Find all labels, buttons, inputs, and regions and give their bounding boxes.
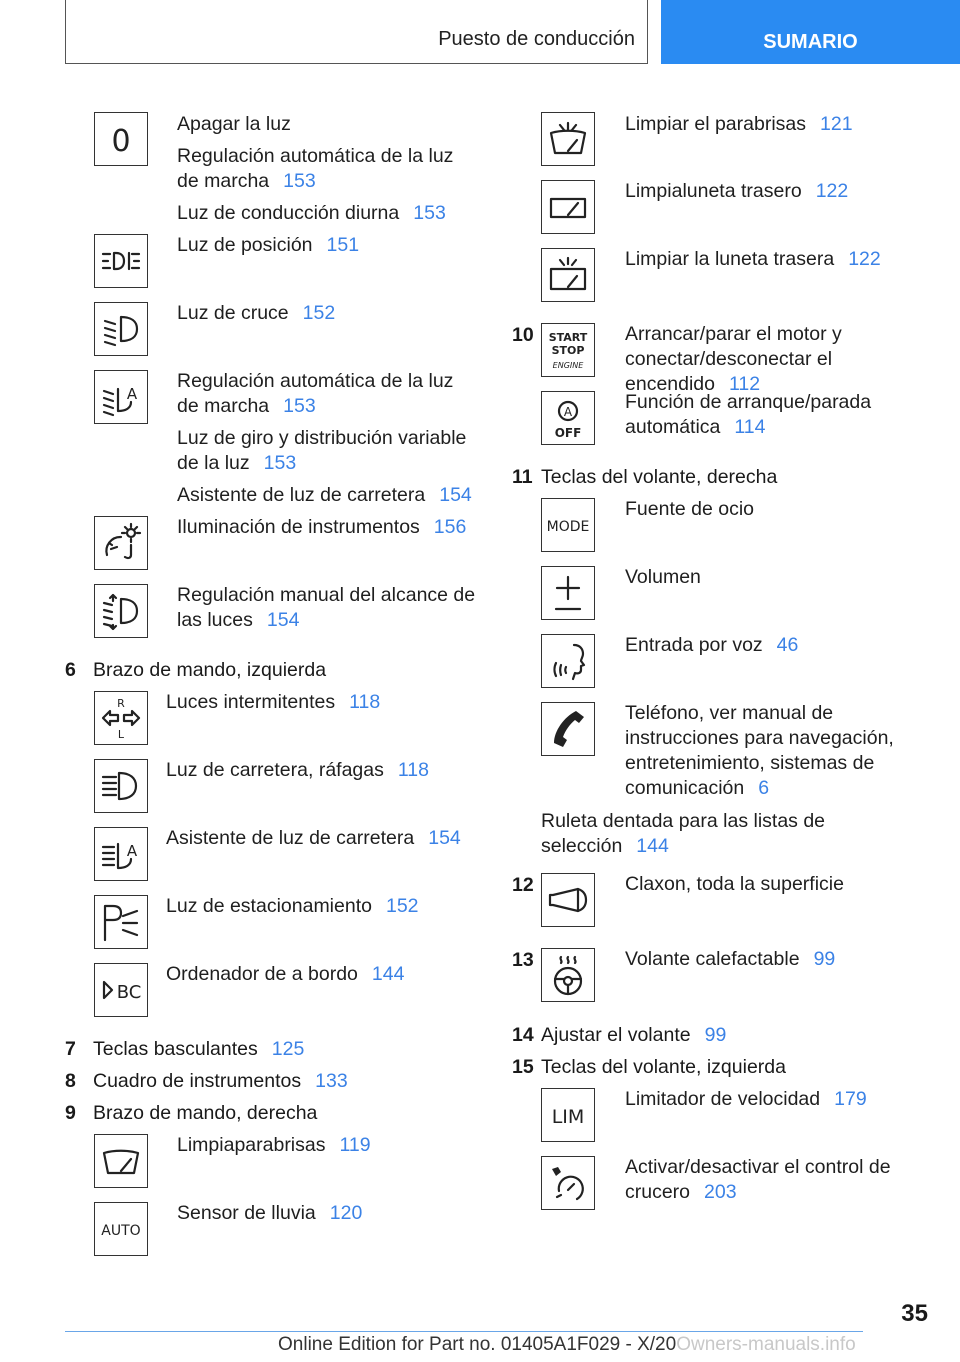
watermark: Owners-manuals.info xyxy=(676,1334,856,1355)
rear-wiper-text: Limpialuneta trasero 122 xyxy=(625,180,849,202)
svg-text:ENGINE: ENGINE xyxy=(552,361,584,370)
horn-icon xyxy=(541,873,595,927)
page-ref[interactable]: 151 xyxy=(326,234,360,256)
page-ref[interactable]: 133 xyxy=(315,1070,348,1092)
washer-rear-text: Limpiar la luneta trasera 122 xyxy=(625,248,881,270)
svg-text:START: START xyxy=(548,331,588,344)
onboard-computer-icon xyxy=(94,963,148,1017)
footer-edition: Online Edition for Part no. 01405A1F029 - X/20Owners-manuals.info xyxy=(278,1334,856,1355)
lights-off-icon xyxy=(94,112,148,166)
page-ref[interactable]: 121 xyxy=(820,113,853,135)
auto-start-stop-icon xyxy=(541,391,595,445)
item-label: Teclas del volante, derecha xyxy=(541,466,778,488)
voice-input-icon xyxy=(541,634,595,688)
page-ref[interactable]: 118 xyxy=(349,691,381,713)
thumbwheel-text: Ruleta dentada para las listas de selección 144 xyxy=(541,810,826,857)
page-number: 35 xyxy=(901,1300,928,1327)
svg-text:A: A xyxy=(563,405,573,419)
page-ref[interactable]: 203 xyxy=(704,1181,737,1203)
mode-button-icon xyxy=(541,498,595,552)
auto-light-text: Regulación automática de la luz de marcha 153 Luz de giro y distribución variable de la luz 153 Asistente de luz de carretera 154 xyxy=(177,370,472,506)
page-ref[interactable]: 119 xyxy=(339,1134,371,1156)
volume-icon xyxy=(541,566,595,620)
position-light-text: Luz de posición 151 xyxy=(177,234,360,256)
page-ref[interactable]: 153 xyxy=(283,395,316,417)
start-stop-text: Arrancar/parar el motor y conectar/desconectar el encendido 112 xyxy=(625,323,842,395)
auto-light-icon xyxy=(94,370,148,424)
item-number: 11 xyxy=(512,466,533,488)
wiper-text: Limpiaparabrisas 119 xyxy=(177,1134,371,1156)
item-number: 10 xyxy=(512,324,534,346)
volume-text: Volumen xyxy=(625,566,701,588)
page-ref[interactable]: 153 xyxy=(263,452,297,474)
svg-text:STOP: STOP xyxy=(551,344,585,357)
page-ref[interactable]: 112 xyxy=(729,373,761,395)
rain-sensor-text: Sensor de lluvia 120 xyxy=(177,1202,363,1224)
cruise-control-text: Activar/desactivar el control de crucero 203 xyxy=(625,1156,891,1203)
item-label: Brazo de mando, derecha xyxy=(93,1102,318,1124)
heated-steering-text: Volante calefactable 99 xyxy=(625,948,836,970)
svg-text:0: 0 xyxy=(111,124,131,159)
page-ref[interactable]: 154 xyxy=(428,827,461,849)
position-light-icon xyxy=(94,234,148,288)
item-number: 12 xyxy=(512,874,534,896)
page-ref[interactable]: 120 xyxy=(329,1202,363,1224)
start-stop-icon xyxy=(541,323,595,377)
lights-off-text: Apagar la luz Regulación automática de la luz de marcha 153 Luz de conducción diurna 153 xyxy=(177,113,454,224)
svg-text:L: L xyxy=(117,728,125,740)
instrument-light-text: Iluminación de instrumentos 156 xyxy=(177,516,467,538)
rear-wiper-icon xyxy=(541,180,595,234)
summary-tab[interactable]: SUMARIO xyxy=(661,0,960,64)
page-ref[interactable]: 156 xyxy=(433,516,467,538)
headlight-range-icon xyxy=(94,584,148,638)
voice-text: Entrada por voz 46 xyxy=(625,634,799,656)
item-number: 13 xyxy=(512,949,534,971)
mode-text: Fuente de ocio xyxy=(625,498,755,520)
phone-text: Teléfono, ver manual de instrucciones para navegación, entretenimiento, sistemas de comunicación 6 xyxy=(625,702,894,799)
turn-signal-text: Luces intermitentes 118 xyxy=(166,691,381,713)
item-number: 6 xyxy=(65,659,76,681)
page-ref[interactable]: 144 xyxy=(636,835,669,857)
page-ref[interactable]: 6 xyxy=(758,777,770,799)
item-label: Teclas del volante, izquierda xyxy=(541,1056,786,1078)
footer-divider xyxy=(65,1331,863,1332)
parking-light-icon xyxy=(94,895,148,949)
speed-limiter-icon xyxy=(541,1088,595,1142)
page-ref[interactable]: 118 xyxy=(397,759,429,781)
washer-rear-icon xyxy=(541,248,595,302)
svg-text:LIM: LIM xyxy=(551,1106,585,1128)
low-beam-icon xyxy=(94,302,148,356)
turn-signal-icon xyxy=(94,691,148,745)
page-ref[interactable]: 46 xyxy=(776,634,799,656)
svg-text:AUTO: AUTO xyxy=(101,1223,141,1239)
item-number: 7 xyxy=(65,1038,76,1060)
svg-text:MODE: MODE xyxy=(546,519,590,535)
header-frame xyxy=(65,0,648,64)
parking-light-text: Luz de estacionamiento 152 xyxy=(166,895,419,917)
page-ref[interactable]: 153 xyxy=(413,202,446,224)
item-label: Ajustar el volante 99 xyxy=(541,1024,727,1046)
item-number: 9 xyxy=(65,1102,76,1124)
washer-front-text: Limpiar el parabrisas 121 xyxy=(625,113,853,135)
heated-steering-icon xyxy=(541,948,595,1002)
speed-limiter-text: Limitador de velocidad 179 xyxy=(625,1088,867,1110)
cruise-control-icon xyxy=(541,1156,595,1210)
page-ref[interactable]: 144 xyxy=(371,963,405,985)
svg-text:R: R xyxy=(117,697,125,710)
low-beam-text: Luz de cruce 152 xyxy=(177,302,336,324)
svg-text:BC: BC xyxy=(116,982,142,1003)
page-ref[interactable]: 152 xyxy=(385,895,419,917)
page-ref[interactable]: 153 xyxy=(283,170,316,192)
item-label: Brazo de mando, izquierda xyxy=(93,659,327,681)
item-label: Teclas basculantes 125 xyxy=(93,1038,305,1060)
horn-text: Claxon, toda la superficie xyxy=(625,873,844,895)
page-ref[interactable]: 114 xyxy=(734,416,766,438)
rain-sensor-icon xyxy=(94,1202,148,1256)
auto-start-stop-text: Función de arranque/parada automática 114 xyxy=(625,391,872,438)
headlight-range-text: Regulación manual del alcance de las luces 154 xyxy=(177,584,476,631)
page-ref[interactable]: 179 xyxy=(834,1088,867,1110)
page-ref[interactable]: 122 xyxy=(815,180,849,202)
svg-text:A: A xyxy=(126,385,138,403)
page-ref[interactable]: 152 xyxy=(302,302,336,324)
item-number: 14 xyxy=(512,1024,534,1046)
wiper-icon xyxy=(94,1134,148,1188)
page-ref[interactable]: 122 xyxy=(848,248,881,270)
washer-front-icon xyxy=(541,112,595,166)
svg-text:A: A xyxy=(126,842,138,860)
page-ref[interactable]: 154 xyxy=(439,484,472,506)
item-label: Cuadro de instrumentos 133 xyxy=(93,1070,348,1092)
page-ref[interactable]: 154 xyxy=(266,609,300,631)
high-beam-icon xyxy=(94,759,148,813)
instrument-light-icon xyxy=(94,516,148,570)
page-ref[interactable]: 99 xyxy=(704,1024,727,1046)
svg-text:OFF: OFF xyxy=(554,426,582,440)
high-beam-assist-text: Asistente de luz de carretera 154 xyxy=(166,827,461,849)
page-ref[interactable]: 125 xyxy=(271,1038,305,1060)
page-ref[interactable]: 99 xyxy=(813,948,836,970)
section-title: Puesto de conducción xyxy=(438,28,635,50)
phone-icon xyxy=(541,702,595,756)
high-beam-text: Luz de carretera, ráfagas 118 xyxy=(166,759,429,781)
onboard-computer-text: Ordenador de a bordo 144 xyxy=(166,963,405,985)
item-number: 8 xyxy=(65,1070,76,1092)
high-beam-assist-icon xyxy=(94,827,148,881)
item-number: 15 xyxy=(512,1056,534,1078)
